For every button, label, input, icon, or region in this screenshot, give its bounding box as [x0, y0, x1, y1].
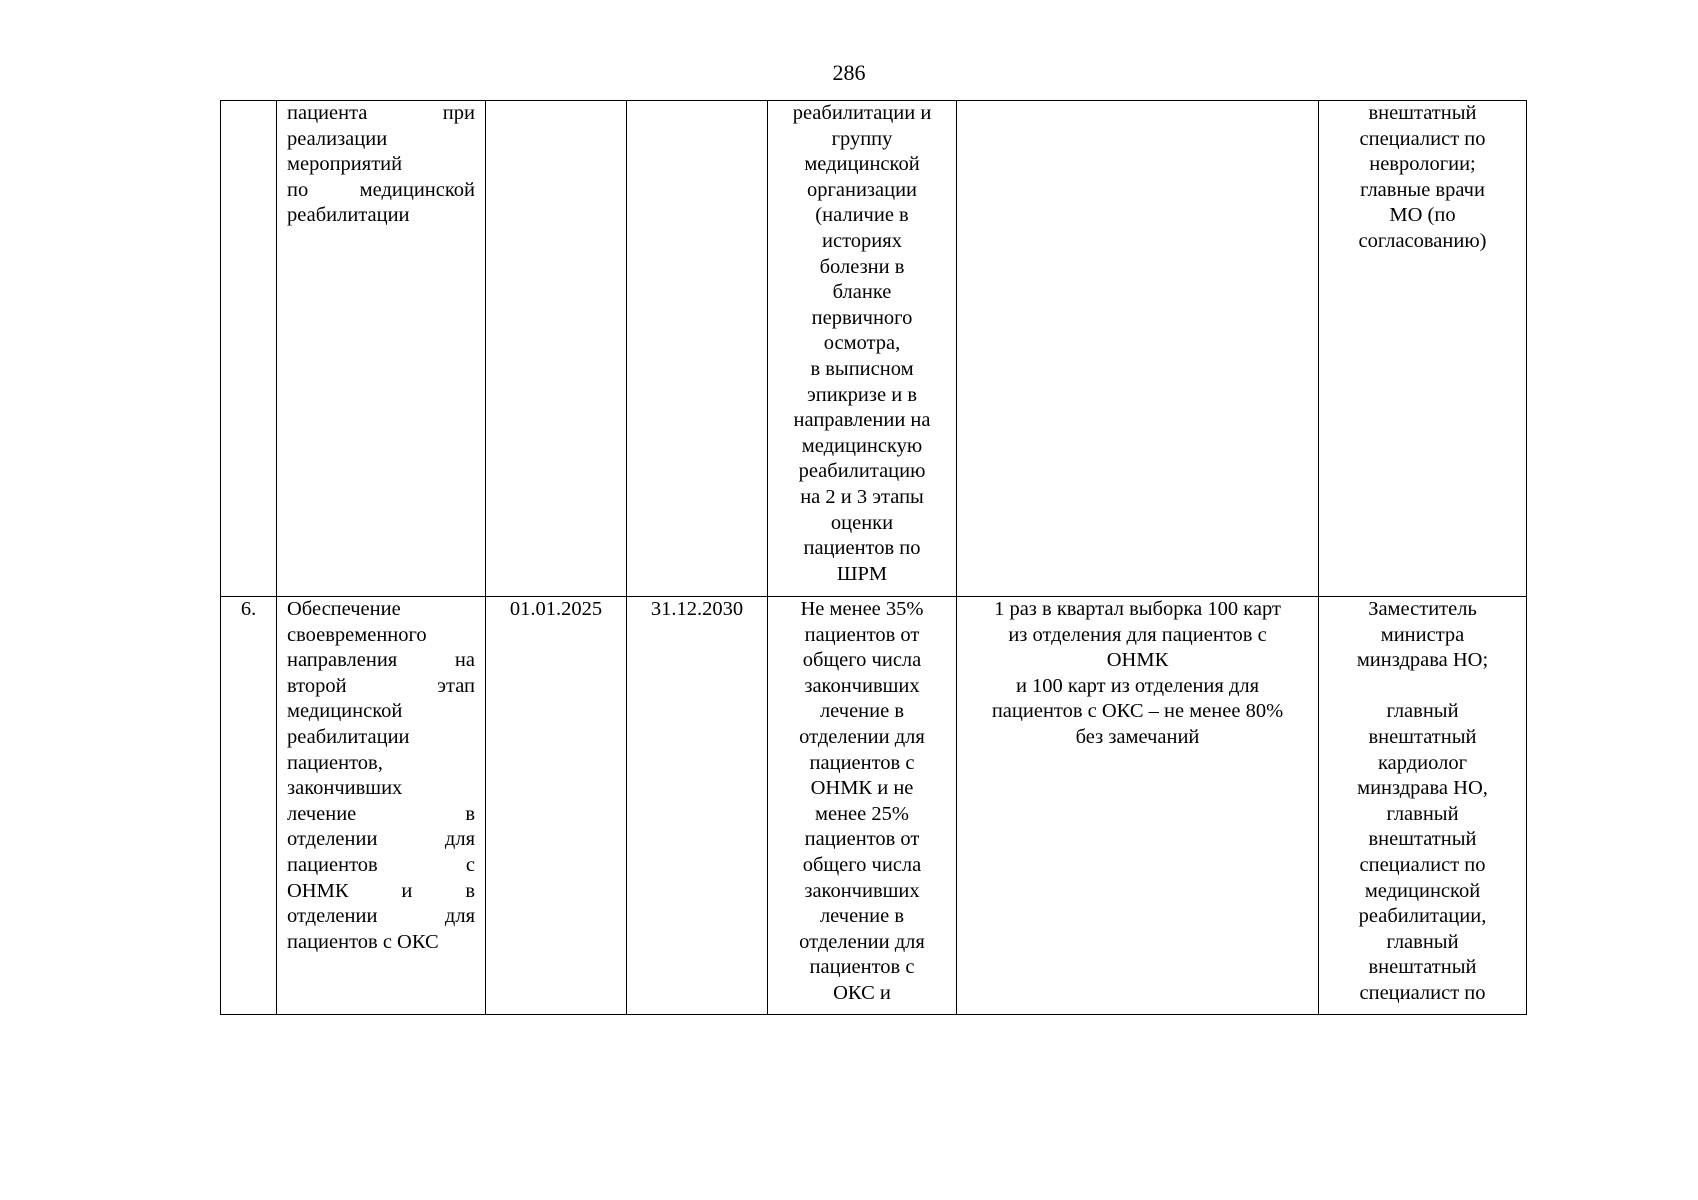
text-line: направлении на [793, 409, 931, 432]
measures-table [220, 100, 1527, 1015]
text-line: мероприятий [287, 153, 403, 176]
text-line: Не менее 35% [800, 598, 924, 620]
text-line: пациентов, [287, 751, 383, 774]
text-line: организации [806, 178, 918, 201]
cell-measure-name [277, 101, 486, 597]
text-line: кардиолог [1378, 751, 1467, 774]
text-line: министра [1380, 623, 1465, 646]
cell-end-date: 31.12.2030 [627, 597, 768, 1015]
text-line: закончивших [804, 879, 920, 902]
text-line: своевременного [287, 623, 427, 646]
text-line: лечение в [819, 700, 905, 723]
text-line: неврологии; [1369, 153, 1476, 176]
text-line: реабилитацию [798, 460, 926, 483]
text-line: внештатный [1368, 725, 1477, 748]
text-line: реабилитации [287, 725, 410, 748]
text-line: Заместитель [1368, 598, 1477, 620]
text-line: специалист по [1359, 127, 1486, 150]
text-line: лечение в [819, 905, 905, 928]
text-line: главный [1386, 700, 1459, 723]
cell-number: 6. [221, 597, 277, 1015]
text-line: внештатный [1368, 828, 1477, 851]
text-line: пациентов с [809, 956, 915, 979]
text-line: главный [1386, 930, 1459, 953]
text-line: пациентов по [803, 537, 921, 560]
cell-control-criteria [957, 101, 1319, 597]
text-line: пациентов с [287, 853, 475, 876]
text-line: минздрава НО; [1356, 649, 1489, 672]
text-line: специалист по [1359, 981, 1486, 1004]
cell-expected-result [768, 101, 957, 597]
text-line: первичного [811, 306, 913, 329]
text-line: главные врачи [1360, 178, 1485, 201]
cell-end-date [627, 101, 768, 597]
text-line: лечение в [287, 802, 475, 825]
text-line: осмотра, [823, 332, 901, 355]
text-line: оценки [830, 511, 894, 534]
text-line: отделении для [799, 725, 925, 748]
text-line: пациентов от [804, 623, 920, 646]
table-row [221, 597, 1527, 1015]
text-line: минздрава НО, [1357, 777, 1488, 800]
text-line: согласованию) [1358, 229, 1487, 252]
text-line: (наличие в [815, 204, 909, 227]
text-line: реабилитации, [1358, 905, 1487, 928]
text-line: реабилитации [287, 204, 410, 227]
text-line: главный [1386, 802, 1459, 825]
text-line: отделении для [287, 905, 475, 928]
text-line: медицинской [804, 153, 920, 176]
text-line: 1 раз в квартал выборка 100 карт [994, 598, 1281, 620]
text-line: Обеспечение [287, 598, 401, 620]
cell-start-date: 01.01.2025 [486, 597, 627, 1015]
text-line: по медицинской [287, 178, 475, 201]
text-line: в выписном [810, 357, 914, 380]
text-line: болезни в [819, 255, 905, 278]
text-line: эпикризе и в [806, 383, 918, 406]
text-line: второй этап [287, 674, 475, 697]
text-line: без замечаний [1075, 725, 1200, 748]
page-number: 286 [832, 60, 866, 85]
cell-expected-result [768, 597, 957, 1015]
cell-responsible [1319, 597, 1527, 1015]
text-line: общего числа [802, 853, 922, 876]
text-line: МО (по [1389, 204, 1456, 227]
text-line: ОНМК [1106, 649, 1169, 672]
text-line: отделении для [287, 828, 475, 851]
text-line: пациентов с ОКС [287, 930, 439, 953]
text-line: реализации [287, 127, 388, 150]
text-line: пациентов с ОКС – не менее 80% [991, 700, 1284, 723]
table-row [221, 101, 1527, 597]
text-line: медицинскую [801, 434, 923, 457]
text-line: направления на [287, 649, 475, 672]
text-line: отделении для [799, 930, 925, 953]
cell-start-date [486, 101, 627, 597]
text-line: из отделения для пациентов с [1008, 623, 1267, 646]
text-line: ОНМК и не [810, 777, 914, 800]
text-line: и 100 карт из отделения для [1015, 674, 1260, 697]
text-line: на 2 и 3 этапы [800, 485, 924, 508]
text-line: пациентов с [809, 751, 915, 774]
cell-number [221, 101, 277, 597]
text-line: ШРМ [836, 562, 888, 585]
text-line: менее 25% [815, 802, 909, 825]
text-line: медицинской [287, 700, 403, 723]
text-line: историях [822, 229, 902, 252]
cell-control-criteria [957, 597, 1319, 1015]
text-line: общего числа [802, 649, 922, 672]
text-line: пациентов от [804, 828, 920, 851]
text-line: бланке [832, 281, 892, 304]
text-line: внештатный [1368, 102, 1477, 124]
text-line: пациента при [287, 102, 475, 124]
text-line: реабилитации и [792, 102, 932, 124]
text-line: медицинской [1364, 879, 1481, 902]
text-line: группу [831, 127, 893, 150]
cell-measure-name [277, 597, 486, 1015]
cell-responsible [1319, 101, 1527, 597]
text-line: закончивших [287, 777, 403, 800]
text-line: специалист по [1359, 853, 1486, 876]
text-line: ОНМК и в [287, 879, 475, 902]
text-line: внештатный [1368, 956, 1477, 979]
text-line: закончивших [804, 674, 920, 697]
text-line: ОКС и [833, 981, 891, 1004]
text-line [1329, 674, 1516, 700]
